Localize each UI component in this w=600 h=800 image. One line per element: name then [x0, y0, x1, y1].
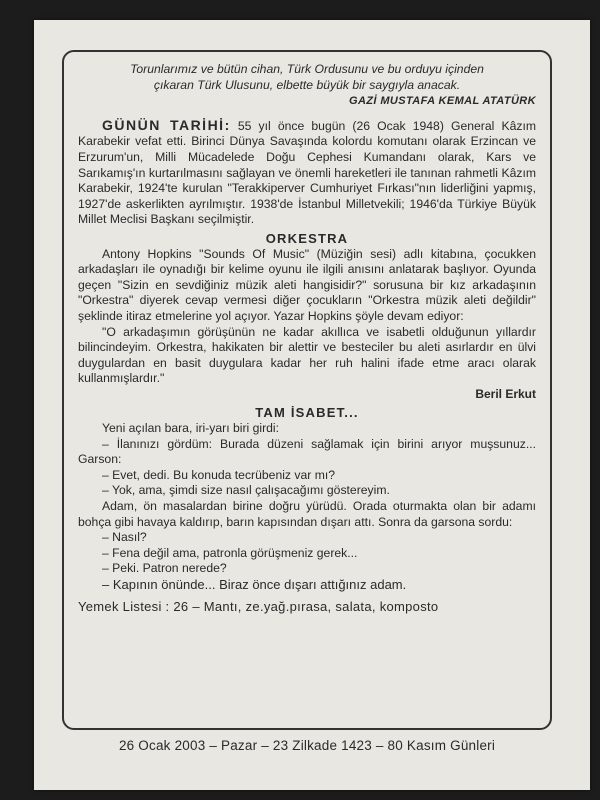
- content-frame: [62, 50, 552, 730]
- dialogue-line: Yeni açılan bara, iri-yarı biri girdi:: [102, 421, 280, 436]
- dialogue-line: – Nasıl?: [102, 530, 147, 545]
- dialogue-line: – İlanınızı gördüm: Burada düzeni sağlamak için birini arıyor muşsunuz... Garson:: [78, 436, 536, 467]
- date-footer: 26 Ocak 2003 – Pazar – 23 Zilkade 1423 – 80 Kasım Günleri: [118, 738, 496, 753]
- tam-isabet-title: TAM İSABET...: [255, 405, 359, 421]
- dialogue-line: Adam, ön masalardan birine doğru yürüdü. Orada oturmakta olan bir adamı bohça gibi havaya kaldırıp, barın kapısından dışarı attı. Sonra da garsona sordu:: [78, 499, 536, 529]
- orkestra-paragraph-1: Antony Hopkins "Sounds Of Music" (Müziğin sesi) adlı kitabına, çocukken arkadaşları ile oynadığı bir kelime oyunu ile ilgili anısını anlatarak başlıyor. Oyunda geçen "Sizin en sevdiğiniz müzik aleti hangisidir?" sorusuna bir kız arkadaşının "Orkestra" diyerek cevap vermesi diğer çocukların "Orkestra müzik aleti değildir" şeklinde itiraz etmelerine yol açıyor. Yazar Hopkins şöyle devam ediyor:: [78, 246, 536, 323]
- orkestra-paragraph-2: "O arkadaşımın görüşünün ne kadar akıllıca ve isabetli olduğunun yıllardır bilincindeyim. Orkestra, hakikaten bir alettir ve besteciler bu aleti asırlardır en ülvi duygulardan en basit duygulara kadar her ruh halini ifade etme aracı olarak kullanmışlardır.": [78, 324, 536, 386]
- dialogue-line: – Kapının önünde... Biraz önce dışarı attığınız adam.: [102, 577, 407, 592]
- dialogue-line: – Yok, ama, şimdi size nasıl çalışacağımı göstereyim.: [102, 483, 390, 498]
- gunun-tarihi-section: [78, 118, 536, 228]
- gunun-tarihi-text: 55 yıl önce bugün (26 Ocak 1948) General Kâzım Karabekir vefat etti. Birinci Dünya Savaşında kolordu komutanı olarak Erzincan ve Erzurum'un, Milli Mücadelede Doğu Cephesi Kumandanı olarak, Kars ve Sarıkamış'ın kurtarılmasını sağlayan ve önemli hareketleri ile tanınan rahmetli Kâzım Karabekir, 1924'te kurulan "Terakkiperver Cumhuriyet Fırkası"nın liderliğini yapmış, 1927'de askerlikten ayrılmıştır. 1938'de İstanbul Milletvekili; 1946'da Türkiye Büyük Millet Meclisi Başkanı seçilmiştir.: [78, 118, 537, 227]
- orkestra-title: ORKESTRA: [265, 230, 349, 246]
- dialogue-line: – Peki. Patron nerede?: [102, 561, 227, 576]
- orkestra-author: Beril Erkut: [475, 386, 536, 401]
- gunun-tarihi-title: GÜNÜN TARİHİ:: [102, 116, 231, 133]
- menu-line: Yemek Listesi : 26 – Mantı, ze.yağ.pırasa, salata, komposto: [78, 598, 439, 614]
- quote-line-1: Torunlarımız ve bütün cihan, Türk Ordusunu ve bu orduyu içinden: [130, 62, 484, 76]
- quote-author: GAZİ MUSTAFA KEMAL ATATÜRK: [349, 95, 536, 108]
- dialogue-line: – Fena değil ama, patronla görüşmeniz gerek...: [102, 545, 358, 560]
- quote-line-2: çıkaran Türk Ulusunu, elbette büyük bir saygıyla anacak.: [153, 77, 461, 92]
- calendar-page: [34, 20, 590, 790]
- dialogue-line: – Evet, dedi. Bu konuda tecrübeniz var mı?: [102, 467, 336, 482]
